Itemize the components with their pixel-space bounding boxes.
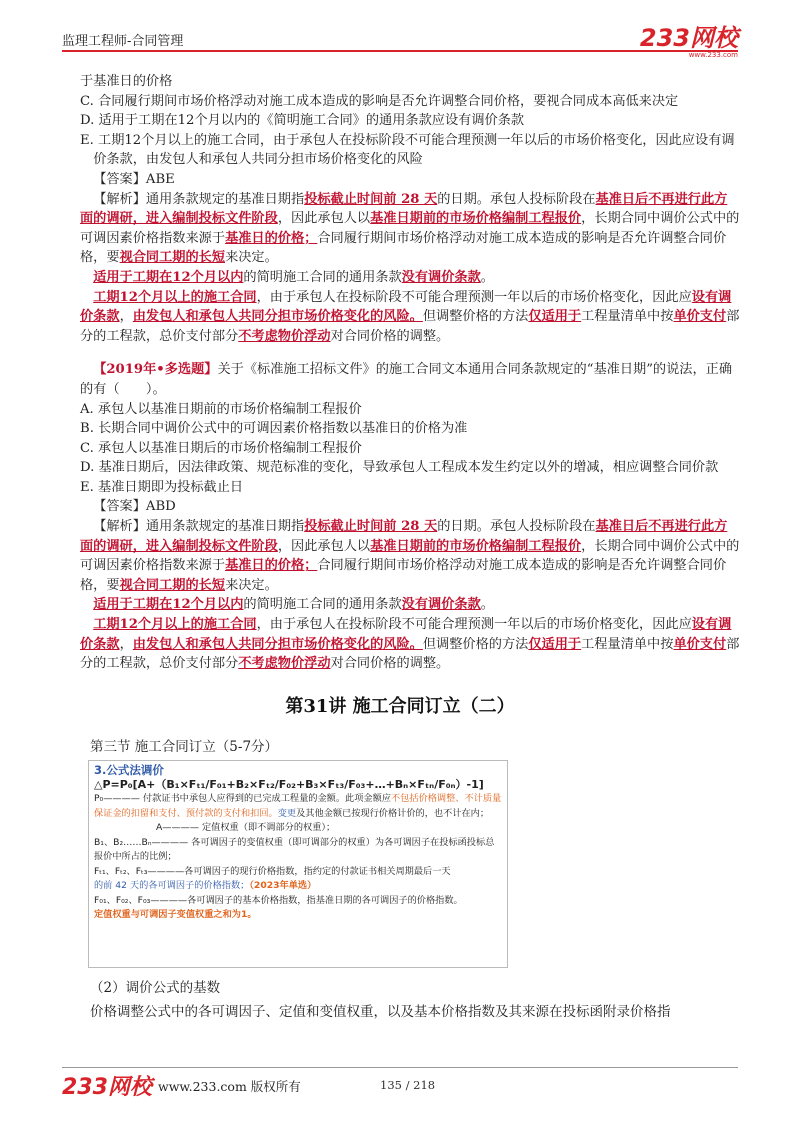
footer-copyright: www.233.com 版权所有 [158, 1079, 301, 1094]
footer-logo: 233网校 [62, 1075, 152, 1100]
q1-option-e: E. 工期12个月以上的施工合同，由于承包人在投标阶段不可能合理预测一年以后的市场价格变化，因此应设有调价条款，由发包人和承包人共同分担市场价格变化的风险 [80, 132, 735, 168]
q1-answer: 【答案】ABE [93, 171, 175, 187]
q2-answer: 【答案】ABD [93, 499, 176, 515]
q1-option-c: C. 合同履行期间市场价格浮动对施工成本造成的影响是否允许调整合同价格，要视合同成本高低来决定 [80, 93, 679, 109]
subheading-2: （2）调价公式的基数 [90, 980, 221, 996]
q1-analysis-p3: 工期12个月以上的施工合同，由于承包人在投标阶段不可能合理预测一年以后的市场价格变化，因此应设有调价条款，由发包人和承包人共同分担市场价格变化的风险。但调整价格的方法仅适用于工程量清单中按单价支付部分的工程款，总价支付部分不考虑物价浮动对合同价格的调整。 [80, 289, 740, 344]
lecture-title: 第31讲 施工合同订立（二） [285, 696, 515, 717]
header-divider [62, 50, 738, 52]
q2-option-d: D. 基准日期后，因法律政策、规范标准的变化，导致承包人工程成本发生约定以外的增减，相应调整合同价款 [80, 460, 719, 476]
formula-b: B₁、B₂……Bₙ———— 各可调因子的变值权重（即可调部分的权重）为各可调因子在投标函投标总报价中所占的比例； [94, 836, 495, 862]
q2-stem: 【2019年•多选题】关于《标准施工招标文件》的施工合同文本通用合同条款规定的“基准日期”的说法，正确的有（ ）。 [80, 362, 733, 397]
q2-analysis-p3: 工期12个月以上的施工合同，由于承包人在投标阶段不可能合理预测一年以后的市场价格变化，因此应设有调价条款，由发包人和承包人共同分担市场价格变化的风险。但调整价格的方法仅适用于工程量清单中按单价支付部分的工程款，总价支付部分不考虑物价浮动对合同价格的调整。 [80, 617, 740, 672]
footer-divider [62, 1067, 738, 1068]
document-header-title: 监理工程师-合同管理 [62, 34, 184, 49]
formula-p0: P₀———— 付款证书中承包人应得到的已完成工程量的金额。此项金额应不包括价格调整、不计质量保证金的扣留和支付、预付款的支付和扣回。变更及其他金额已按现行价格计价的，也不计在内； [94, 793, 502, 819]
q1-analysis-p1: 【解析】通用条款规定的基准日期指投标截止时间前 28 天的日期。承包人投标阶段在基准日后不再进行此方面的调研，进入编制投标文件阶段，因此承包人以基准日期前的市场价格编制工程报价，长期合同中调价公式中的可调因素价格指数来源于基准日的价格；合同履行期间市场价格浮动对施工成本造成的影响是否允许调整合同价格，要视合同工期的长短来决定。 [80, 191, 740, 266]
q1-option-d: D. 适用于工期在12个月以内的《简明施工合同》的通用条款应设有调价条款 [80, 113, 525, 129]
q2-option-b: B. 长期合同中调价公式中的可调因素价格指数以基准日的价格为准 [80, 421, 468, 437]
q2-analysis-p1: 【解析】通用条款规定的基准日期指投标截止时间前 28 天的日期。承包人投标阶段在基准日后不再进行此方面的调研，进入编制投标文件阶段，因此承包人以基准日期前的市场价格编制工程报价，长期合同中调价公式中的可调因素价格指数来源于基准日的价格；合同履行期间市场价格浮动对施工成本造成的影响是否允许调整合同价格，要视合同工期的长短来决定。 [80, 519, 740, 593]
formula-image [88, 760, 508, 968]
formula-note: 定值权重与可调因子变值权重之和为1。 [94, 909, 257, 920]
formula-expression: △P=P₀[A+（B₁×Fₜ₁/F₀₁+B₂×Fₜ₂/F₀₂+B₃×Fₜ₃/F₀₃+…+Bₙ×Fₜₙ/F₀ₙ）-1] [94, 777, 484, 791]
main-content [80, 72, 740, 674]
formula-ft: Fₜ₁、Fₜ₂、Fₜ₃————各可调因子的现行价格指数，指约定的付款证书相关周期最后一天 [94, 865, 451, 877]
q2-option-e: E. 基准日期即为投标截止日 [80, 479, 244, 495]
q2-option-a: A. 承包人以基准日期前的市场价格编制工程报价 [80, 401, 362, 417]
logo-url: www.233.com [688, 51, 738, 59]
formula-f0: F₀₁、F₀₂、F₀₃————各可调因子的基本价格指数，指基准日期的各可调因子的价格指数。 [94, 894, 463, 906]
brand-logo [618, 18, 738, 59]
formula-ft-2: 的前 42 天的各可调因子的价格指数；（2023年单选） [94, 880, 317, 891]
formula-a: A———— 定值权重（即不调部分的权重）； [156, 822, 336, 833]
section-title: 第三节 施工合同订立（5-7分） [90, 739, 279, 755]
logo-text: 233网校 [639, 24, 738, 52]
q1-continuation: 于基准日的价格 [80, 74, 173, 89]
last-paragraph: 价格调整公式中的各可调因子、定值和变值权重，以及基本价格指数及其来源在投标函附录价格指 [90, 1004, 671, 1020]
formula-title: 3.公式法调价 [94, 763, 164, 777]
q2-analysis-p2: 适用于工期在12个月以内的简明施工合同的通用条款没有调价条款。 [93, 597, 494, 613]
q1-analysis-p2: 适用于工期在12个月以内的简明施工合同的通用条款没有调价条款。 [93, 269, 494, 285]
q2-option-c: C. 承包人以基准日期后的市场价格编制工程报价 [80, 440, 362, 456]
page-number: 135 / 218 [380, 1078, 436, 1092]
q2-tag: 【2019年•多选题】 [93, 362, 218, 378]
